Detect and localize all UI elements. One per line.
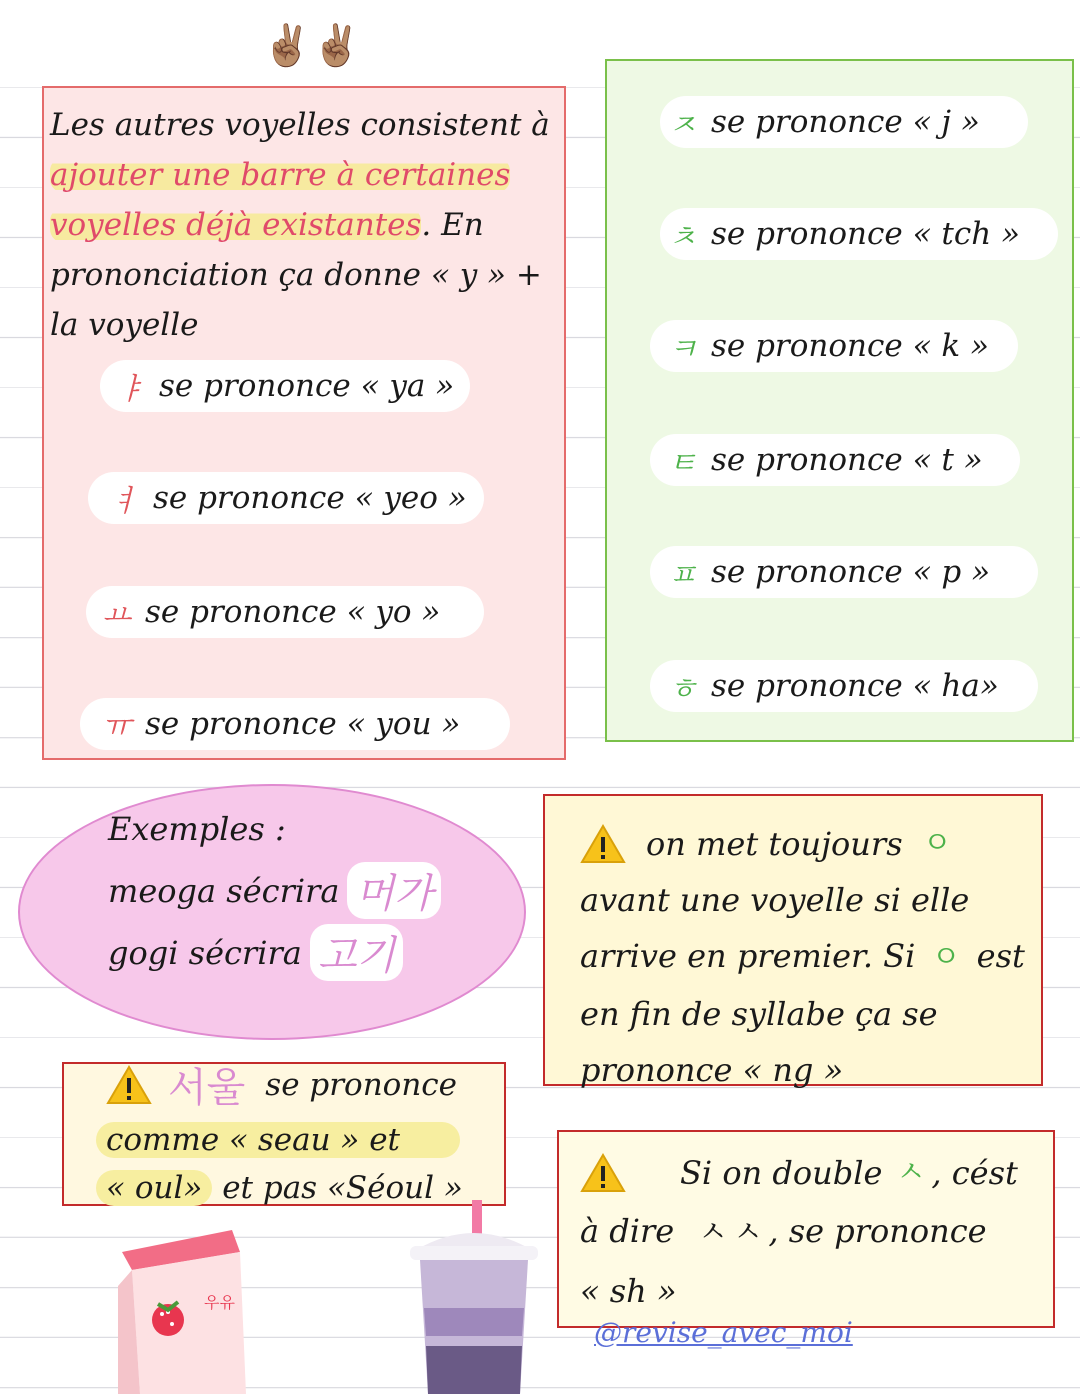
warning-ieung-line-3b: est [976, 937, 1025, 975]
strawberry-milk-illustration [118, 1226, 248, 1394]
vowel-pronunciation: se prononce « you » [144, 706, 461, 742]
korean-vowel: ㅑ [116, 372, 145, 407]
warning-seoul-line-3a: « oul» [96, 1170, 212, 1206]
example-text: gogi sécrira [108, 933, 302, 972]
consonant-pronunciation: se prononce « k » [710, 328, 990, 364]
korean-vowel: ㅠ [102, 710, 131, 745]
consonant-pill-k [650, 320, 1018, 372]
consonant-pill-p [650, 546, 1038, 598]
bubble-tea-illustration [406, 1196, 542, 1394]
example-korean: 고기 [310, 924, 403, 981]
intro-line-5: la voyelle [50, 307, 199, 343]
vowel-pronunciation: se prononce « yeo » [152, 480, 467, 516]
consonant-pill-tch [660, 208, 1058, 260]
warning-seoul-title [106, 1056, 457, 1113]
vowel-pronunciation: se prononce « yo » [144, 594, 441, 630]
vowel-pronunciation: se prononce « ya » [158, 368, 455, 404]
warning-ieung-line-4: en fin de syllabe ça se [580, 995, 938, 1033]
korean-siot: ㅅ [896, 1155, 926, 1190]
consonant-pronunciation: se prononce « j » [710, 104, 980, 140]
korean-ieung: ㅇ [931, 940, 961, 975]
warning-double-s-line-1a: Si on double [680, 1154, 883, 1192]
examples-title: Exemples : [108, 810, 286, 848]
vowels-intro [50, 100, 560, 350]
milk-label: 우유 [204, 1293, 235, 1312]
instagram-handle[interactable]: @revise_avec_moi [594, 1316, 853, 1349]
warning-double-s-text [580, 1144, 1050, 1320]
korean-vowel: ㅕ [110, 484, 139, 519]
vowel-pill-yeo [88, 472, 484, 524]
intro-line-3-rest: . En [421, 207, 484, 243]
warning-icon [580, 1153, 626, 1193]
warning-double-s-line-1b: , cést [931, 1154, 1018, 1192]
warning-ieung-line-1: on met toujours [646, 825, 903, 863]
intro-line-4: prononciation ça donne « y » + [50, 257, 542, 293]
vowel-pill-ya [100, 360, 470, 412]
warning-ieung-line-2: avant une voyelle si elle [580, 881, 970, 919]
victory-hands-emoji: ✌🏽✌🏽 [262, 23, 362, 69]
korean-consonant: ㅌ [668, 446, 697, 481]
korean-consonant: ㅎ [668, 672, 697, 707]
warning-seoul-line-1: se prononce [265, 1066, 458, 1103]
warning-ieung-line-3a: arrive en premier. Si [580, 937, 916, 975]
warning-icon [106, 1065, 152, 1105]
korean-consonant: ㅋ [668, 332, 697, 367]
consonant-pill-t [650, 434, 1020, 486]
warning-seoul-line-2: comme « seau » et [96, 1122, 460, 1158]
warning-double-s-line-2a: à dire [580, 1212, 675, 1250]
warning-seoul-line-3b: et pas «Séoul » [212, 1170, 463, 1206]
korean-consonant: ㅈ [668, 108, 697, 143]
consonant-pill-j [660, 96, 1028, 148]
example-korean: 머가 [347, 862, 440, 919]
consonant-pill-ha [650, 660, 1038, 712]
consonants-box [605, 59, 1074, 742]
example-gogi [108, 924, 403, 981]
korean-double-siot: ㅅㅅ [698, 1215, 769, 1250]
consonant-pronunciation: se prononce « t » [710, 442, 983, 478]
korean-ieung: ㅇ [922, 826, 952, 861]
warning-double-s-line-3: « sh » [580, 1272, 677, 1310]
warning-ieung-text [580, 816, 1040, 1098]
korean-seoul: 서울 [168, 1065, 246, 1111]
consonant-pronunciation: se prononce « p » [710, 554, 991, 590]
example-meoga [108, 862, 441, 919]
warning-ieung-line-5: prononce « ng » [580, 1051, 844, 1089]
warning-double-s-line-2b: , se prononce [768, 1212, 987, 1250]
consonant-pronunciation: se prononce « ha» [710, 668, 999, 704]
example-text: meoga sécrira [108, 871, 340, 910]
vowel-pill-yo [86, 586, 484, 638]
vowel-pill-you [80, 698, 510, 750]
intro-highlight-1: ajouter une barre à certaines [50, 157, 511, 193]
warning-icon [580, 824, 626, 864]
korean-consonant: ㅍ [668, 558, 697, 593]
korean-consonant: ㅊ [668, 220, 697, 255]
intro-highlight-2: voyelles déjà existantes [50, 207, 422, 243]
consonant-pronunciation: se prononce « tch » [710, 216, 1021, 252]
korean-vowel: ㅛ [102, 598, 131, 633]
intro-line-1: Les autres voyelles consistent à [50, 107, 550, 143]
